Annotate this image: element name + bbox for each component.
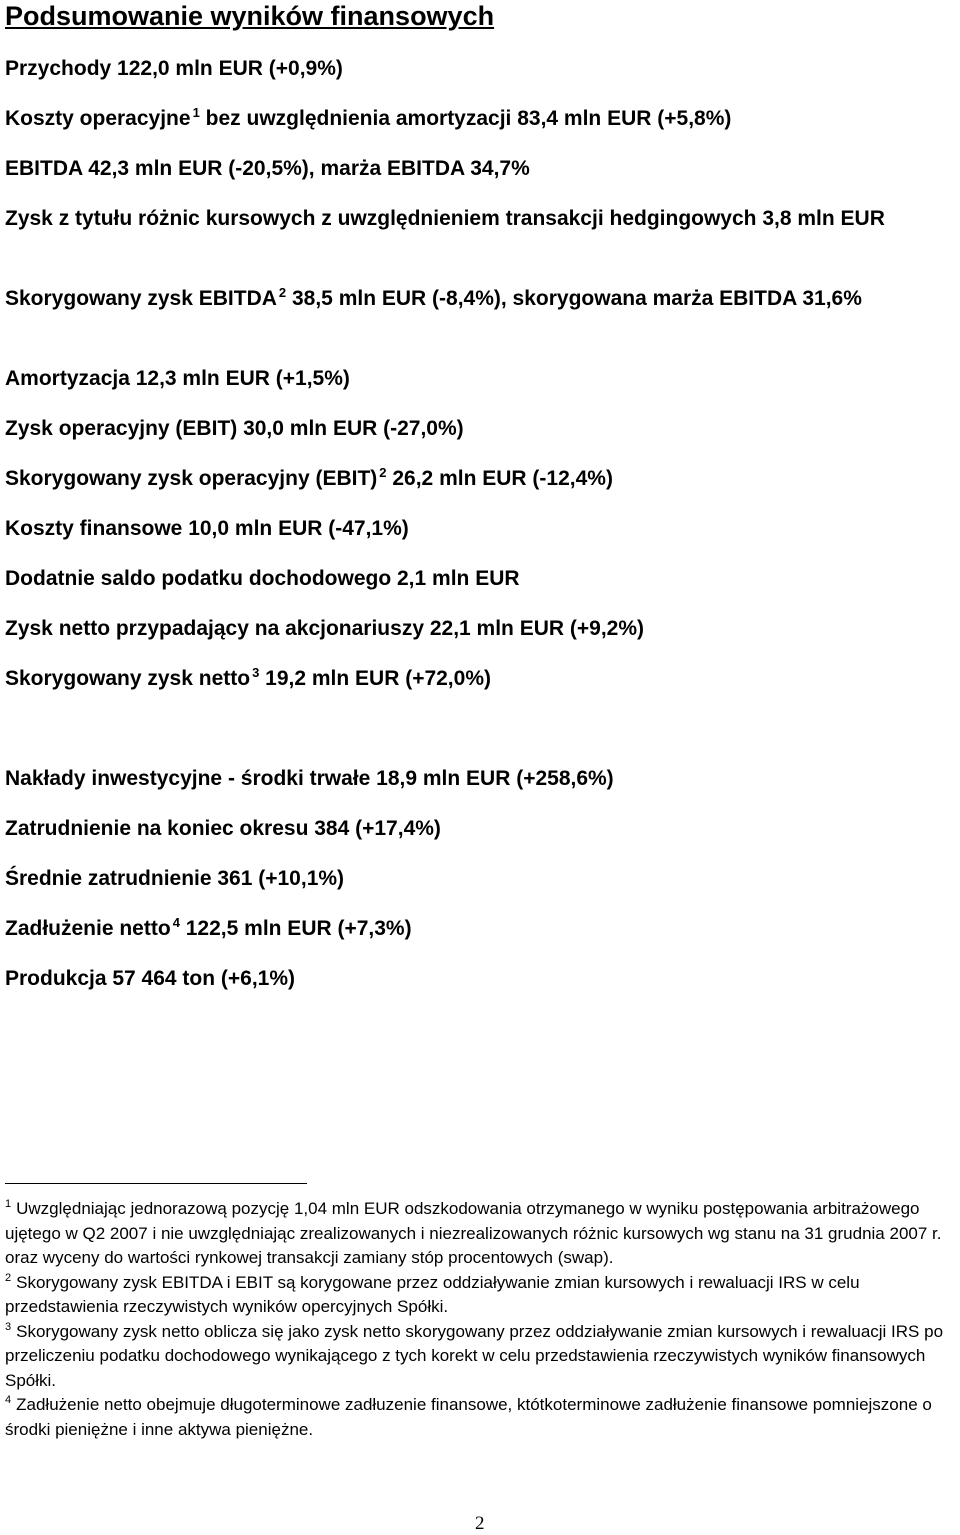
footnote-1: [5, 1197, 955, 1271]
footnote-marker: 4: [172, 915, 180, 930]
footnote-text: Uwzględniając jednorazową pozycję 1,04 mln EUR odszkodowania otrzymanego w wyniku postępowania arbitrażowego ujętego w Q2 2007 i nie uwzględniając zrealizowanych i niezrealizowanych różnic kursowych wg stanu na 31 grudnia 2007 r. oraz wyceny do wartości rynkowej transakcji zamiany stóp procentowych (swap).: [5, 1199, 942, 1267]
summary-line-adjusted-ebit: [5, 466, 955, 492]
summary-line-capex: Nakłady inwestycyjne - środki trwałe 18,9 mln EUR (+258,6%): [5, 767, 614, 790]
line-text: bez uwzględnienia amortyzacji 83,4 mln EUR (+5,8%): [199, 107, 732, 130]
footnote-number: 3: [5, 1320, 12, 1333]
summary-line-operating-costs: [5, 106, 955, 132]
line-text: 19,2 mln EUR (+72,0%): [259, 667, 491, 690]
line-text: 38,5 mln EUR (-8,4%), skorygowana marża EBITDA 31,6%: [286, 287, 862, 310]
summary-line-average-employment: Średnie zatrudnienie 361 (+10,1%): [5, 867, 345, 890]
footnote-separator: [5, 1183, 307, 1184]
line-text: Zadłużenie netto: [5, 917, 171, 940]
line-text: Skorygowany zysk netto: [5, 667, 251, 690]
footnote-text: Zadłużenie netto obejmuje długoterminowe zadłuzenie finansowe, któtkoterminowe zadłużenie finansowe pomniejszone o środki pieniężne i inne aktywa pieniężne.: [5, 1395, 932, 1439]
footnote-marker: 3: [252, 665, 260, 680]
footnote-marker: 2: [278, 285, 287, 300]
footnote-marker: 2: [379, 465, 387, 480]
footnotes: [5, 1197, 955, 1442]
line-text: Skorygowany zysk operacyjny (EBIT): [5, 467, 378, 490]
footnote-number: 2: [5, 1271, 12, 1284]
summary-line-ebitda: EBITDA 42,3 mln EUR (-20,5%), marża EBITDA 34,7%: [5, 157, 530, 180]
footnote-text: Skorygowany zysk netto oblicza się jako zysk netto skorygowany przez oddziaływanie zmian kursowych i rewaluacji IRS po przeliczeniu podatku dochodowego wynikającego z tych korekt w celu przedstawienia rzeczywistych wyników finansowych Spółki.: [5, 1321, 944, 1390]
summary-line-revenue: Przychody 122,0 mln EUR (+0,9%): [5, 57, 343, 80]
footnote-4: [5, 1393, 955, 1442]
summary-line-amortization: Amortyzacja 12,3 mln EUR (+1,5%): [5, 367, 350, 390]
summary-line-production: Produkcja 57 464 ton (+6,1%): [5, 967, 296, 990]
summary-line-employment-end: Zatrudnienie na koniec okresu 384 (+17,4%): [5, 817, 441, 840]
summary-line-income-tax: Dodatnie saldo podatku dochodowego 2,1 mln EUR: [5, 567, 520, 590]
page-title: Podsumowanie wyników finansowych: [5, 1, 495, 31]
summary-line-fx-gain: Zysk z tytułu różnic kursowych z uwzględnieniem transakcji hedgingowych 3,8 mln EUR: [5, 207, 885, 230]
line-text: 122,5 mln EUR (+7,3%): [179, 917, 412, 940]
summary-line-net-profit: Zysk netto przypadający na akcjonariuszy 22,1 mln EUR (+9,2%): [5, 617, 644, 640]
line-text: Koszty operacyjne: [5, 107, 191, 130]
summary-line-finance-costs: Koszty finansowe 10,0 mln EUR (-47,1%): [5, 517, 409, 540]
page-number: 2: [475, 1513, 485, 1534]
footnote-marker: 1: [192, 105, 200, 120]
summary-line-adjusted-ebitda: [5, 286, 960, 312]
footnote-number: 4: [5, 1394, 12, 1407]
footnote-3: [5, 1320, 955, 1394]
footnote-number: 1: [5, 1198, 12, 1211]
summary-line-adjusted-net-profit: [5, 666, 955, 692]
line-text: 26,2 mln EUR (-12,4%): [386, 467, 613, 490]
line-text: Skorygowany zysk EBITDA: [5, 287, 277, 310]
summary-line-net-debt: [5, 916, 955, 942]
summary-line-ebit: Zysk operacyjny (EBIT) 30,0 mln EUR (-27,0%): [5, 417, 464, 440]
footnote-2: [5, 1271, 955, 1320]
footnote-text: Skorygowany zysk EBITDA i EBIT są korygowane przez oddziaływanie zmian kursowych i rewaluacji IRS w celu przedstawienia rzeczywistych wyników opercyjnych Spółki.: [5, 1272, 860, 1316]
